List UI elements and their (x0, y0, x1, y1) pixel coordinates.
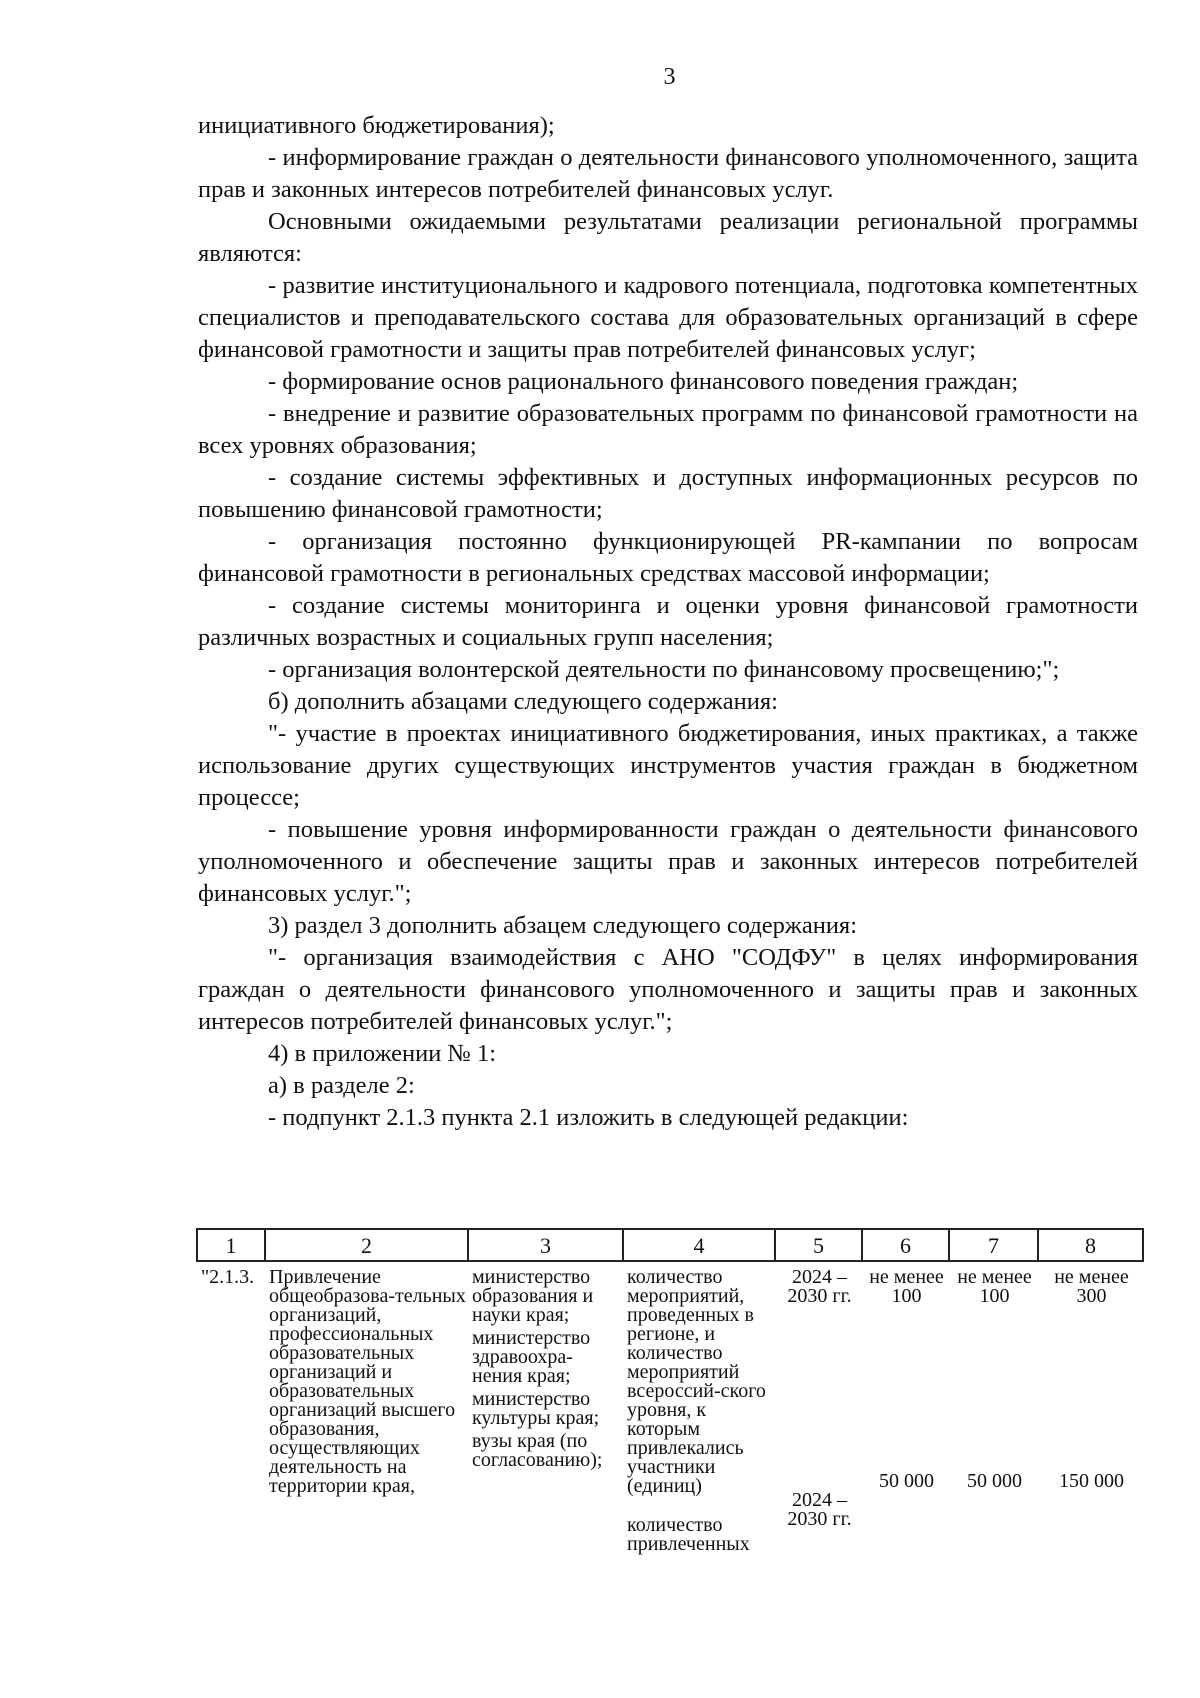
value-cell (949, 1261, 1038, 1554)
value-cell (862, 1261, 949, 1554)
paragraph: - организация волонтерской деятельности по финансовому просвещению;"; (268, 656, 1060, 683)
measure-name: Привлечение общеобразова-тельных организаций, профессиональных образовательных организаций и образовательных организаций высшего образования, осуществляющих деятельность на территории края, (269, 1266, 466, 1497)
executor: вузы края (по согласованию); (472, 1430, 603, 1471)
executor: министерство культуры края; (472, 1388, 600, 1429)
col-header-6: 6 (862, 1229, 949, 1261)
paragraph: - развитие институционального и кадрового потенциала, подготовка компетентных специалистов и преподавательского состава для образовательных организаций в сфере финансовой грамотности и защиты прав потребителей финансовых услуг; (198, 272, 1138, 363)
document-body (198, 110, 1138, 1134)
executor: министерство здравоохра-нения края; (472, 1327, 591, 1387)
executors-cell (468, 1261, 623, 1554)
page-number: 3 (663, 64, 676, 90)
paragraph: - информирование граждан о деятельности финансового уполномоченного, защита прав и законных интересов потребителей финансовых услуг. (198, 144, 1138, 203)
paragraph: б) дополнить абзацами следующего содержания: (268, 688, 778, 715)
col-header-5: 5 (775, 1229, 862, 1261)
paragraph: - подпункт 2.1.3 пункта 2.1 изложить в следующей редакции: (268, 1104, 909, 1131)
indicators-table (196, 1228, 1144, 1554)
paragraph: Основными ожидаемыми результатами реализации региональной программы являются: (198, 208, 1138, 267)
col-header-3: 3 (468, 1229, 623, 1261)
row-number: "2.1.3. (201, 1266, 255, 1288)
col-header-4: 4 (623, 1229, 775, 1261)
indicator-name: количество привлеченных (627, 1514, 750, 1555)
paragraph: - создание системы мониторинга и оценки уровня финансовой грамотности различных возрастных и социальных групп населения; (198, 592, 1138, 651)
paragraph: - создание системы эффективных и доступных информационных ресурсов по повышению финансовой грамотности; (198, 464, 1138, 523)
table-row (197, 1261, 1143, 1554)
period-value: 2024 – 2030 гг. (787, 1489, 852, 1530)
paragraph: - внедрение и развитие образовательных программ по финансовой грамотности на всех уровнях образования; (198, 400, 1138, 459)
value: не менее 100 (957, 1266, 1032, 1307)
col-header-8: 8 (1038, 1229, 1143, 1261)
indicators-cell (623, 1261, 775, 1554)
value: не менее 100 (869, 1266, 944, 1307)
paragraph: 4) в приложении № 1: (268, 1040, 497, 1067)
value-cell (1038, 1261, 1143, 1554)
paragraph: - организация постоянно функционирующей PR-кампании по вопросам финансовой грамотности в региональных средствах массовой информации; (198, 528, 1138, 587)
paragraph: инициативного бюджетирования); (198, 112, 555, 139)
table-header-row (197, 1229, 1143, 1261)
value: 50 000 (967, 1470, 1022, 1492)
paragraph: - повышение уровня информированности граждан о деятельности финансового уполномоченного и обеспечение защиты прав и законных интересов потребителей финансовых услуг."; (198, 816, 1138, 907)
period-cell (775, 1261, 862, 1554)
value: не менее 300 (1054, 1266, 1129, 1307)
col-header-7: 7 (949, 1229, 1038, 1261)
col-header-2: 2 (265, 1229, 468, 1261)
col-header-1: 1 (197, 1229, 265, 1261)
indicator-name: количество мероприятий, проведенных в регионе, и количество мероприятий всероссий-ского уровня, к которым привлекались участники (единиц) (627, 1266, 766, 1497)
value: 150 000 (1059, 1470, 1124, 1492)
paragraph: "- организация взаимодействия с АНО "СОДФУ" в целях информирования граждан о деятельности финансового уполномоченного и защиты прав и законных интересов потребителей финансовых услуг."; (198, 944, 1138, 1035)
value: 50 000 (879, 1470, 934, 1492)
paragraph: "- участие в проектах инициативного бюджетирования, иных практиках, а также использование других существующих инструментов участия граждан в бюджетном процессе; (198, 720, 1138, 811)
paragraph: 3) раздел 3 дополнить абзацем следующего содержания: (268, 912, 858, 939)
paragraph: - формирование основ рационального финансового поведения граждан; (268, 368, 1019, 395)
executor: министерство образования и науки края; (472, 1266, 594, 1326)
paragraph: а) в разделе 2: (268, 1072, 415, 1099)
period-value: 2024 – 2030 гг. (787, 1266, 852, 1307)
